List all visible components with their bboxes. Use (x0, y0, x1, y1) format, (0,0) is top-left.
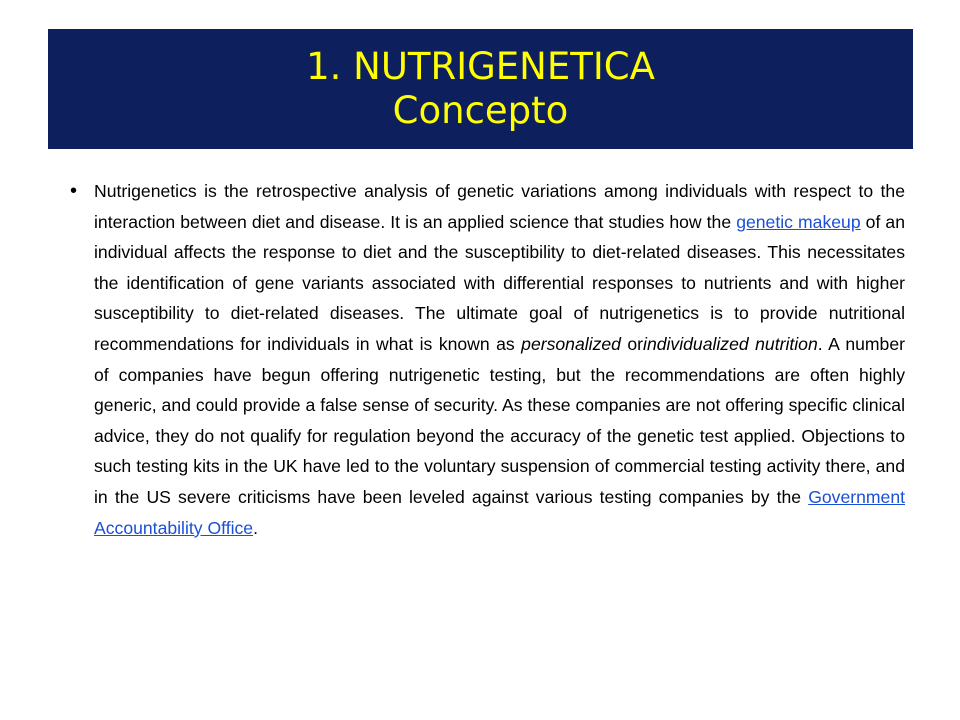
content-area (70, 176, 905, 543)
text-segment: . A number of companies have begun offering nutrigenetic testing, but the recommendations are often highly generic, and could provide a false sense of security. As these companies are not offering specific clinical advice, they do not qualify for regulation beyond the accuracy of the genetic test applied. Objections to such testing kits in the UK have led to the voluntary suspension of commercial testing activity there, and in the US severe criticisms have been leveled against various testing companies by the (94, 333, 905, 507)
text-segment: Nutrigenetics is the retrospective analysis of genetic variations among individuals with respect to the interaction between diet and disease. It is an applied science that studies how the (94, 181, 905, 232)
link-government-accountability-office[interactable]: Government Accountability Office (94, 486, 905, 538)
emphasis-individualized-nutrition: individualized nutrition (643, 333, 818, 354)
title-band (48, 29, 913, 149)
link-genetic-makeup[interactable]: genetic makeup (736, 211, 861, 232)
emphasis-personalized: personalized (521, 333, 621, 354)
bullet-item (70, 176, 905, 543)
slide-subtitle: Concepto (392, 89, 569, 132)
bullet-icon: • (70, 180, 78, 202)
slide-title: 1. NUTRIGENETICA (306, 45, 655, 88)
text-segment: or (620, 333, 644, 354)
text-segment: . (253, 517, 258, 538)
text-segment: of an individual affects the response to diet and the susceptibility to diet-related diseases. This necessitates the identification of gene variants associated with differential responses to nutrients and with higher susceptibility to diet-related diseases. The ultimate goal of nutrigenetics is to provide nutritional recommendations for individuals in what is known as (94, 211, 905, 354)
body-paragraph (94, 176, 905, 543)
